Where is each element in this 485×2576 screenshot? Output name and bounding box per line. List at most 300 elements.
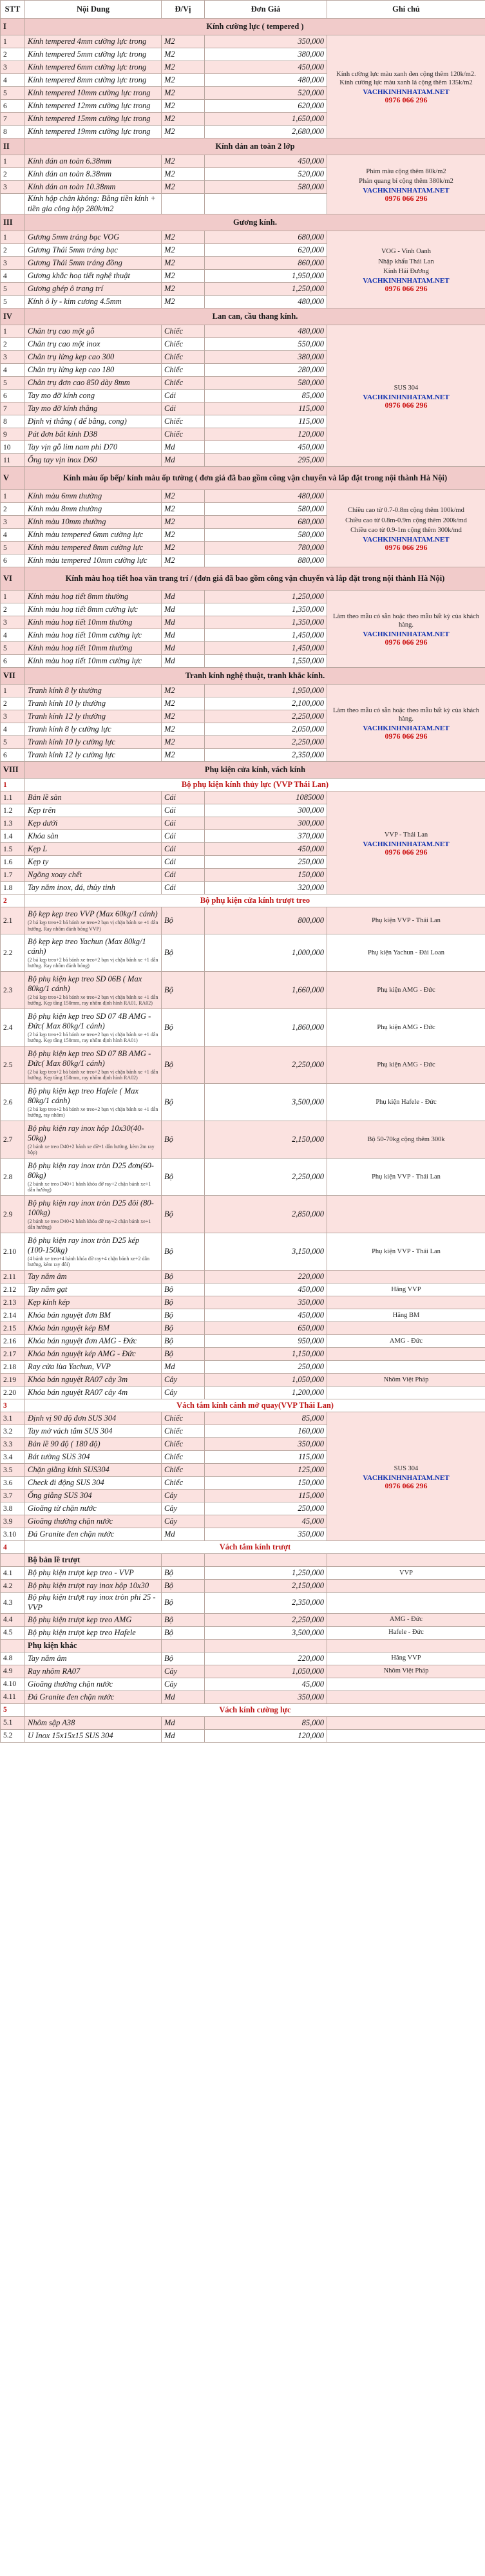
- section-number: III: [1, 214, 25, 231]
- row-unit: Cây: [162, 1502, 205, 1515]
- row-unit: M2: [162, 257, 205, 270]
- row-description: (2 bá kẹp treo+2 bá bánh xe treo+2 bạn vị chặn bánh xe +1 dẫn hướng. Kẹp tầng 150mm, ray nhôm định hình RA01, RA02): [28, 994, 158, 1007]
- row-unit: Cây: [162, 1515, 205, 1528]
- row-stt: 1.4: [1, 830, 25, 843]
- row-name: Ngõng xoay chết: [25, 869, 162, 882]
- section-title: Kính màu ốp bếp/ kính màu ốp tường ( đơn giá đã bao gồm công vận chuyển và lắp đặt trong nội thành Hà Nội): [25, 467, 485, 490]
- row-stt: 4.2: [1, 1580, 25, 1593]
- row-description: (2 bánh xe treo D40+2 bánh khóa đỡ ray+2 chặn bánh xe+1 dẫn hướng): [28, 1218, 151, 1231]
- row-unit: Bộ: [162, 934, 205, 972]
- watermark-phone: 0976 066 296: [385, 1481, 428, 1490]
- row-unit: Md: [162, 616, 205, 629]
- row-note: [327, 35, 485, 138]
- row-price: 580,000: [205, 181, 327, 194]
- table-row: [1, 1678, 485, 1690]
- table-row: [1, 1626, 485, 1639]
- row-name: Kẹp L: [25, 843, 162, 856]
- row-price: 2,150,000: [205, 1121, 327, 1159]
- note-line: Phản quang bỉ cộng thêm 380k/m2: [359, 177, 453, 185]
- table-row: [1, 231, 485, 244]
- row-price: 250,000: [205, 1502, 327, 1515]
- watermark-site: VACHKINHNHATAM.NET: [363, 630, 450, 639]
- row-name: Kính tempered 4mm cường lực trong: [25, 35, 162, 48]
- row-name: [25, 972, 162, 1009]
- row-unit: M2: [162, 231, 205, 244]
- row-price: 3,150,000: [205, 1233, 327, 1271]
- row-stt: 6: [1, 749, 25, 762]
- row-stt: 1.3: [1, 817, 25, 830]
- row-stt: 2.13: [1, 1296, 25, 1309]
- section-number: VII: [1, 668, 25, 685]
- row-stt: 3.3: [1, 1438, 25, 1451]
- section-title: Tranh kính nghệ thuật, tranh khắc kính.: [25, 668, 485, 685]
- row-stt: 9: [1, 428, 25, 441]
- row-description: (2 bá kẹp treo+2 bá bánh xe treo+2 bạn vị chặn bánh xe +1 dẫn hướng, ray nhôm): [28, 1106, 158, 1119]
- row-unit: Chiếc: [162, 415, 205, 428]
- row-name-text: Bộ phụ kiện kẹp treo SD 07 4B AMG - Đức( Max 80kg/1 cánh): [28, 1011, 151, 1031]
- section-header: [1, 567, 485, 591]
- row-name: Kính màu 8mm thường: [25, 503, 162, 516]
- row-name: Tay mo đỡ kính thẳng: [25, 402, 162, 415]
- row-name: Kính tempered 10mm cường lực trong: [25, 87, 162, 100]
- row-description: (4 bánh xe treo+4 bánh khóa đỡ ray+4 chặn bánh xe+2 dẫn hướng, kèm ray đôi): [28, 1255, 150, 1268]
- row-price: 1,450,000: [205, 642, 327, 655]
- row-unit: M2: [162, 685, 205, 697]
- row-price: 150,000: [205, 1477, 327, 1490]
- row-name: Định vị thẳng ( để bằng, cong): [25, 415, 162, 428]
- row-unit: Md: [162, 441, 205, 454]
- row-price: 1,450,000: [205, 629, 327, 642]
- row-name: Kính tempered 15mm cường lực trong: [25, 113, 162, 126]
- row-name: Kính dán an toàn 10.38mm: [25, 181, 162, 194]
- table-row: [1, 35, 485, 48]
- row-unit: Bộ: [162, 1613, 205, 1626]
- watermark-phone: 0976 066 296: [385, 95, 428, 105]
- row-stt: [1, 194, 25, 214]
- row-name: Bộ phụ kiện trượt kẹp treo Hafele: [25, 1626, 162, 1639]
- section-header: [1, 467, 485, 490]
- row-name: [25, 1233, 162, 1271]
- watermark-site: VACHKINHNHATAM.NET: [363, 840, 450, 848]
- header-note: Ghi chú: [327, 1, 485, 19]
- row-stt: 2.18: [1, 1361, 25, 1374]
- row-price: 320,000: [205, 882, 327, 895]
- row-unit: M2: [162, 270, 205, 283]
- row-note: [327, 1322, 485, 1335]
- group-title: Vách tắm kính trượt: [25, 1541, 485, 1554]
- row-price: 115,000: [205, 1451, 327, 1464]
- row-stt: 1.1: [1, 791, 25, 804]
- row-note: [327, 1554, 485, 1567]
- row-stt: 2.4: [1, 1009, 25, 1046]
- row-name: Khóa bán nguyệt RA07 cây 3m: [25, 1374, 162, 1387]
- row-note: [327, 1296, 485, 1309]
- row-unit: Cây: [162, 1665, 205, 1678]
- row-stt: 4: [1, 74, 25, 87]
- row-note: Hãng VVP: [327, 1283, 485, 1296]
- row-unit: M2: [162, 155, 205, 168]
- row-stt: 4.4: [1, 1613, 25, 1626]
- row-unit: M2: [162, 490, 205, 503]
- header-content: Nội Dung: [25, 1, 162, 19]
- group-number: 3: [1, 1399, 25, 1412]
- row-unit: Cây: [162, 1387, 205, 1399]
- group-title: Vách kính cường lực: [25, 1703, 485, 1716]
- table-row: [1, 1196, 485, 1233]
- row-name: Khóa bán nguyệt kép AMG - Đức: [25, 1348, 162, 1361]
- table-row: [1, 907, 485, 934]
- watermark: [330, 187, 482, 203]
- note-line: Phim màu cộng thêm 80k/m2: [366, 167, 446, 175]
- row-note: Hãng BM: [327, 1309, 485, 1322]
- row-note: [327, 1593, 485, 1613]
- group-header: [1, 779, 485, 791]
- section-header: [1, 308, 485, 325]
- row-stt: 6: [1, 655, 25, 668]
- watermark-site: VACHKINHNHATAM.NET: [363, 724, 450, 733]
- row-stt: 5: [1, 377, 25, 390]
- row-name: Khóa sàn: [25, 830, 162, 843]
- row-unit: Cây: [162, 1490, 205, 1502]
- row-name: Tranh kính 8 ly cường lực: [25, 723, 162, 736]
- table-row: [1, 1716, 485, 1729]
- row-note: Phụ kiện VVP - Thái Lan: [327, 1159, 485, 1196]
- row-name: Định vị 90 độ đơn SUS 304: [25, 1412, 162, 1425]
- row-name: Kính dán an toàn 8.38mm: [25, 168, 162, 181]
- row-unit: M2: [162, 181, 205, 194]
- row-name: Kẹp ty: [25, 856, 162, 869]
- row-stt: 2.16: [1, 1335, 25, 1348]
- row-price: 620,000: [205, 100, 327, 113]
- row-note: [327, 1348, 485, 1361]
- table-row: [1, 1639, 485, 1652]
- watermark: [330, 630, 482, 647]
- watermark-site: VACHKINHNHATAM.NET: [363, 187, 450, 195]
- row-stt: 7: [1, 113, 25, 126]
- row-stt: 1.2: [1, 804, 25, 817]
- row-stt: 2.17: [1, 1348, 25, 1361]
- row-name: Chân trụ lửng kẹp cao 300: [25, 351, 162, 364]
- row-stt: 1.6: [1, 856, 25, 869]
- row-price: 800,000: [205, 907, 327, 934]
- row-price: 1,250,000: [205, 591, 327, 603]
- row-name-text: Bộ phụ kiện kẹp treo SD 07 8B AMG - Đức( Max 80kg/1 cánh): [28, 1048, 151, 1068]
- row-note: [327, 1361, 485, 1374]
- row-name: Khóa bán nguyệt kép BM: [25, 1322, 162, 1335]
- row-unit: M2: [162, 100, 205, 113]
- note-line: Chiều cao từ 0.8m-0.9m cộng thêm 200k/md: [345, 516, 467, 524]
- row-unit: Cái: [162, 390, 205, 402]
- row-name: [25, 1084, 162, 1121]
- row-price: 580,000: [205, 377, 327, 390]
- row-unit: Bộ: [162, 1271, 205, 1283]
- row-name: [25, 1159, 162, 1196]
- row-stt: 3: [1, 351, 25, 364]
- row-name: Ray nhôm RA07: [25, 1665, 162, 1678]
- row-price: 680,000: [205, 516, 327, 529]
- watermark-phone: 0976 066 296: [385, 638, 428, 647]
- watermark-site: VACHKINHNHATAM.NET: [363, 1473, 450, 1482]
- row-unit: Chiếc: [162, 377, 205, 390]
- row-price: 480,000: [205, 490, 327, 503]
- row-stt: 1: [1, 591, 25, 603]
- table-row: [1, 591, 485, 603]
- row-price: 450,000: [205, 441, 327, 454]
- row-name: Bộ phụ kiện trượt ray inox hộp 10x30: [25, 1580, 162, 1593]
- row-unit: Cái: [162, 856, 205, 869]
- row-name: Kính tempered 6mm cường lực trong: [25, 61, 162, 74]
- row-price: 380,000: [205, 351, 327, 364]
- row-name: Kính màu hoạ tiết 10mm thường: [25, 616, 162, 629]
- table-body: [1, 19, 485, 1743]
- row-price: 620,000: [205, 244, 327, 257]
- row-unit: Chiếc: [162, 1477, 205, 1490]
- row-price: 350,000: [205, 35, 327, 48]
- row-stt: 2: [1, 244, 25, 257]
- row-stt: 8: [1, 415, 25, 428]
- row-price: 780,000: [205, 542, 327, 554]
- row-stt: 2.20: [1, 1387, 25, 1399]
- row-note: [327, 685, 485, 762]
- row-stt: [1, 1639, 25, 1652]
- row-unit: Md: [162, 1716, 205, 1729]
- watermark-site: VACHKINHNHATAM.NET: [363, 393, 450, 401]
- row-unit: [162, 1554, 205, 1567]
- row-stt: 3: [1, 516, 25, 529]
- table-row: [1, 1613, 485, 1626]
- row-stt: 5: [1, 642, 25, 655]
- row-price: 1,350,000: [205, 603, 327, 616]
- row-name: Bộ phụ kiện trượt kẹp treo - VVP: [25, 1567, 162, 1580]
- row-price: 150,000: [205, 869, 327, 882]
- row-price: 2,350,000: [205, 749, 327, 762]
- row-note: Nhôm Việt Pháp: [327, 1374, 485, 1387]
- row-price: 85,000: [205, 1716, 327, 1729]
- row-unit: Bộ: [162, 1296, 205, 1309]
- row-price: 125,000: [205, 1464, 327, 1477]
- section-header: [1, 138, 485, 155]
- row-price: 1,050,000: [205, 1374, 327, 1387]
- group-title: Vách tắm kính cánh mở quay(VVP Thái Lan): [25, 1399, 485, 1412]
- section-header: [1, 762, 485, 779]
- row-name: Tay nắm âm: [25, 1652, 162, 1665]
- row-name: Bộ phụ kiện trượt ray inox tròn phi 25 - VVP: [25, 1593, 162, 1613]
- row-name: Tranh kính 10 ly thường: [25, 697, 162, 710]
- table-row: [1, 155, 485, 168]
- table-row: [1, 325, 485, 338]
- section-title: Gương kính.: [25, 214, 485, 231]
- row-unit: M2: [162, 736, 205, 749]
- row-name: Kính màu hoạ tiết 8mm thường: [25, 591, 162, 603]
- row-stt: 4.3: [1, 1593, 25, 1613]
- row-price: 650,000: [205, 1322, 327, 1335]
- row-unit: Cái: [162, 402, 205, 415]
- row-unit: Bộ: [162, 1196, 205, 1233]
- row-price: 250,000: [205, 1361, 327, 1374]
- group-header: [1, 1541, 485, 1554]
- row-unit: Cái: [162, 843, 205, 856]
- row-price: 520,000: [205, 168, 327, 181]
- row-name: [25, 907, 162, 934]
- row-unit: Bộ: [162, 1009, 205, 1046]
- row-price: 85,000: [205, 1412, 327, 1425]
- table-row: [1, 1729, 485, 1742]
- row-unit: Cái: [162, 804, 205, 817]
- row-name: Kính dán an toàn 6.38mm: [25, 155, 162, 168]
- watermark-phone: 0976 066 296: [385, 542, 428, 552]
- row-stt: 4.11: [1, 1690, 25, 1703]
- row-unit: Bộ: [162, 1652, 205, 1665]
- note-line: SUS 304: [394, 1464, 419, 1472]
- row-stt: 2.5: [1, 1046, 25, 1084]
- row-name: Tranh kính 12 ly cường lực: [25, 749, 162, 762]
- row-name: Phụ kiện khác: [25, 1639, 162, 1652]
- watermark: [330, 1474, 482, 1490]
- row-name: Tay nắm gạt: [25, 1283, 162, 1296]
- row-name: Bát tường SUS 304: [25, 1451, 162, 1464]
- row-stt: 1: [1, 685, 25, 697]
- row-unit: Bộ: [162, 1159, 205, 1196]
- group-title: Bộ phụ kiện kính thủy lực (VVP Thái Lan): [25, 779, 485, 791]
- row-name: Kính màu 6mm thường: [25, 490, 162, 503]
- row-note: [327, 1639, 485, 1652]
- note-line: Chiều cao từ 0.9-1m cộng thêm 300k/md: [350, 526, 462, 534]
- row-price: 300,000: [205, 804, 327, 817]
- header-price: Đơn Giá: [205, 1, 327, 19]
- row-note: AMG - Đức: [327, 1335, 485, 1348]
- row-price: 3,500,000: [205, 1084, 327, 1121]
- row-stt: 6: [1, 554, 25, 567]
- table-row: [1, 1159, 485, 1196]
- row-price: 350,000: [205, 1528, 327, 1541]
- row-unit: Chiếc: [162, 338, 205, 351]
- row-unit: M2: [162, 516, 205, 529]
- table-row: [1, 1567, 485, 1580]
- row-note: [327, 325, 485, 467]
- row-price: 1,950,000: [205, 270, 327, 283]
- row-note: Phụ kiện AMG - Đức: [327, 1046, 485, 1084]
- row-unit: Chiếc: [162, 1451, 205, 1464]
- row-price: 115,000: [205, 415, 327, 428]
- row-price: 1,660,000: [205, 972, 327, 1009]
- row-price: 1,550,000: [205, 655, 327, 668]
- row-unit: Cây: [162, 1374, 205, 1387]
- table-row: [1, 1335, 485, 1348]
- table-row: [1, 791, 485, 804]
- watermark: [330, 840, 482, 857]
- row-stt: 5: [1, 87, 25, 100]
- row-price: 115,000: [205, 402, 327, 415]
- row-stt: 4.10: [1, 1678, 25, 1690]
- row-stt: 1: [1, 325, 25, 338]
- table-row: [1, 1361, 485, 1374]
- note-line: Chiều cao từ 0.7-0.8m cộng thêm 100k/md: [348, 507, 464, 515]
- row-unit: Bộ: [162, 1580, 205, 1593]
- row-unit: Md: [162, 655, 205, 668]
- watermark-site: VACHKINHNHATAM.NET: [363, 276, 450, 285]
- row-name: Khóa bán nguyệt đơn BM: [25, 1309, 162, 1322]
- row-name: U Inox 15x15x15 SUS 304: [25, 1729, 162, 1742]
- row-stt: 10: [1, 441, 25, 454]
- row-name: Bản lề 90 độ ( 180 độ): [25, 1438, 162, 1451]
- row-unit: M2: [162, 35, 205, 48]
- row-unit: Cái: [162, 882, 205, 895]
- row-note: Phụ kiện Yachun - Đài Loan: [327, 934, 485, 972]
- row-name: Bản lề sàn: [25, 791, 162, 804]
- row-price: 295,000: [205, 454, 327, 467]
- row-note: Phụ kiện VVP - Thái Lan: [327, 1233, 485, 1271]
- watermark-phone: 0976 066 296: [385, 194, 428, 204]
- row-price: 450,000: [205, 1283, 327, 1296]
- row-unit: [162, 194, 205, 214]
- row-stt: 1: [1, 231, 25, 244]
- row-unit: Bộ: [162, 972, 205, 1009]
- row-unit: Chiếc: [162, 428, 205, 441]
- row-name: Chân trụ lửng kẹp cao 180: [25, 364, 162, 377]
- row-price: 2,850,000: [205, 1196, 327, 1233]
- row-unit: M2: [162, 542, 205, 554]
- row-name: Tay nắm inox, đá, thủy tinh: [25, 882, 162, 895]
- table-row: [1, 1374, 485, 1387]
- row-note: [327, 490, 485, 567]
- row-price: 1,200,000: [205, 1387, 327, 1399]
- watermark-phone: 0976 066 296: [385, 732, 428, 741]
- row-name: Bộ phụ kiện trượt kẹp treo AMG: [25, 1613, 162, 1626]
- table-row: [1, 972, 485, 1009]
- row-unit: Chiếc: [162, 1464, 205, 1477]
- section-header: [1, 214, 485, 231]
- row-note: [327, 1196, 485, 1233]
- group-header: [1, 1703, 485, 1716]
- row-stt: 3.7: [1, 1490, 25, 1502]
- row-unit: M2: [162, 697, 205, 710]
- row-stt: 2: [1, 338, 25, 351]
- row-name-text: Bộ phụ kiện kẹp treo Hafele ( Max 80kg/1 cánh): [28, 1086, 139, 1106]
- section-number: IV: [1, 308, 25, 325]
- row-unit: Chiếc: [162, 1412, 205, 1425]
- row-price: 2,150,000: [205, 1580, 327, 1593]
- row-unit: Bộ: [162, 1121, 205, 1159]
- row-unit: Chiếc: [162, 1425, 205, 1438]
- row-note: [327, 591, 485, 668]
- row-price: 350,000: [205, 1296, 327, 1309]
- row-note: Hafele - Đức: [327, 1626, 485, 1639]
- row-price: 220,000: [205, 1271, 327, 1283]
- row-name: Gioăng từ chặn nước: [25, 1502, 162, 1515]
- row-price: 950,000: [205, 1335, 327, 1348]
- row-price: 550,000: [205, 338, 327, 351]
- watermark: [330, 88, 482, 104]
- table-row: [1, 1665, 485, 1678]
- row-stt: 11: [1, 454, 25, 467]
- row-name: Đá Granite đen chặn nước: [25, 1528, 162, 1541]
- row-stt: 3.6: [1, 1477, 25, 1490]
- row-note: [327, 1271, 485, 1283]
- row-price: 380,000: [205, 48, 327, 61]
- row-name: Kính màu tempered 8mm cường lực: [25, 542, 162, 554]
- row-unit: Bộ: [162, 1567, 205, 1580]
- row-name: Kính màu 10mm thường: [25, 516, 162, 529]
- row-note: Phụ kiện Hafele - Đức: [327, 1084, 485, 1121]
- section-number: I: [1, 19, 25, 35]
- row-unit: Chiếc: [162, 351, 205, 364]
- row-stt: 2.1: [1, 907, 25, 934]
- group-number: 5: [1, 1703, 25, 1716]
- row-stt: 2.6: [1, 1084, 25, 1121]
- row-name: Chân trụ đơn cao 850 dày 8mm: [25, 377, 162, 390]
- row-stt: 2: [1, 603, 25, 616]
- section-number: VIII: [1, 762, 25, 779]
